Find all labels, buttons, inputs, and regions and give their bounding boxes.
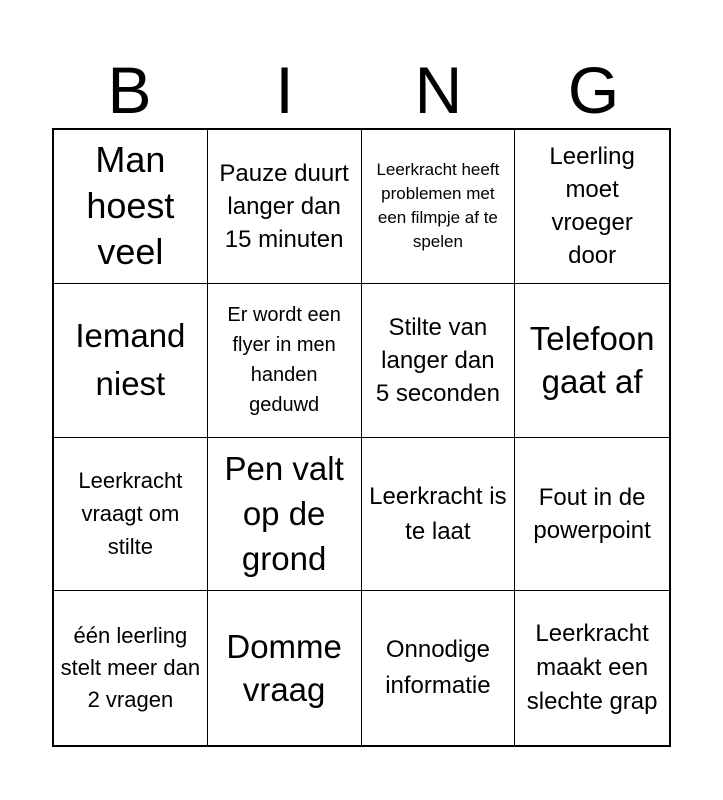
cell-text: Leerkracht heeft problemen met een filmpje af te spelen xyxy=(376,160,500,252)
bingo-board xyxy=(52,128,671,747)
bingo-cell[interactable] xyxy=(54,130,208,284)
cell-text: Leerkracht maakt een slechte grap xyxy=(526,620,658,716)
cell-text: Leerkracht is te laat xyxy=(369,482,507,545)
cell-text: Man hoest veel xyxy=(86,139,175,273)
header-letter-n: N xyxy=(414,53,463,127)
header-letter-i: I xyxy=(275,53,294,127)
cell-text: Pen valt op de grond xyxy=(224,450,344,578)
cell-text: één leerling stelt meer dan 2 vragen xyxy=(60,623,201,713)
cell-text: Leerkracht vraagt om stilte xyxy=(78,468,183,560)
bingo-cell[interactable] xyxy=(54,284,208,438)
bingo-cell[interactable] xyxy=(362,591,516,745)
bingo-cell[interactable] xyxy=(54,438,208,592)
cell-text: Pauze duurt langer dan 15 minuten xyxy=(219,159,349,253)
bingo-cell[interactable] xyxy=(208,438,362,592)
header-letter-b: B xyxy=(107,53,152,127)
bingo-cell[interactable] xyxy=(362,284,516,438)
bingo-cell[interactable] xyxy=(515,438,669,592)
cell-text: Leerling moet vroeger door xyxy=(549,143,635,270)
cell-text: Iemand niest xyxy=(75,317,186,403)
cell-text: Stilte van langer dan 5 seconden xyxy=(375,313,500,407)
bingo-cell[interactable] xyxy=(362,130,516,284)
bingo-cell[interactable] xyxy=(54,591,208,745)
cell-text: Fout in de powerpoint xyxy=(533,483,651,544)
bingo-cell[interactable] xyxy=(208,284,362,438)
cell-text: Onnodige informatie xyxy=(385,636,491,700)
bingo-cell[interactable] xyxy=(208,130,362,284)
cell-text: Telefoon gaat af xyxy=(529,320,655,401)
cell-text: Domme vraag xyxy=(226,628,342,709)
cell-text: Er wordt een flyer in men handen geduwd xyxy=(227,304,341,417)
bingo-header xyxy=(52,52,671,128)
bingo-cell[interactable] xyxy=(515,284,669,438)
bingo-cell[interactable] xyxy=(362,438,516,592)
header-letter-g: G xyxy=(567,53,620,127)
bingo-cell[interactable] xyxy=(515,130,669,284)
bingo-cell[interactable] xyxy=(515,591,669,745)
bingo-cell[interactable] xyxy=(208,591,362,745)
